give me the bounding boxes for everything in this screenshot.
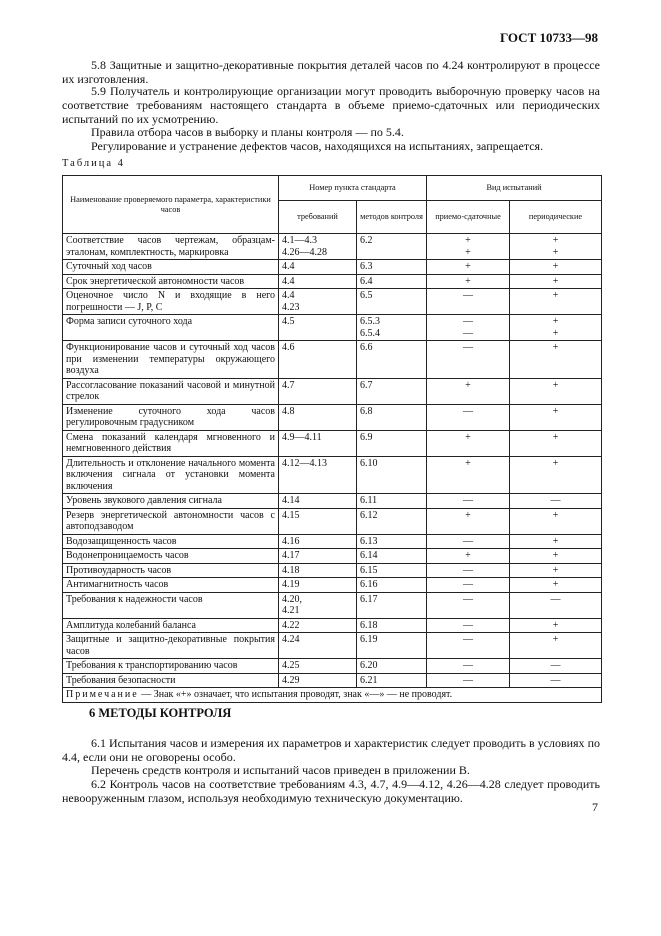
periodic-test-cell: + <box>510 508 602 534</box>
requirement-clause-cell: 4.9—4.11 <box>279 430 357 456</box>
acceptance-test-cell: — <box>427 563 510 578</box>
method-clause-cell: 6.17 <box>357 592 427 618</box>
requirement-clause-cell: 4.19 <box>279 578 357 593</box>
param-cell: Водонепроницаемость часов <box>63 549 279 564</box>
acceptance-test-cell: — <box>427 633 510 659</box>
paragraph-defect-regulation: Регулирование и устранение дефектов часов, находящихся на испытаниях, запрещается. <box>91 139 544 153</box>
section-title: 6 МЕТОДЫ КОНТРОЛЯ <box>89 706 232 720</box>
method-clause-cell: 6.5 <box>357 289 427 315</box>
table-row <box>63 404 602 430</box>
table-note <box>63 688 602 703</box>
method-clause-cell: 6.8 <box>357 404 427 430</box>
acceptance-test-cell: — <box>427 673 510 688</box>
method-clause-cell: 6.6 <box>357 341 427 379</box>
table-caption: Таблица 4 <box>62 158 125 169</box>
table-4 <box>62 175 602 703</box>
header-requirements: требований <box>279 201 357 234</box>
note-text: — Знак «+» означает, что испытания проводят, знак «—» — не проводят. <box>138 689 453 700</box>
table-row <box>63 456 602 494</box>
requirement-clause-cell: 4.25 <box>279 659 357 674</box>
paragraph-sampling-rules: Правила отбора часов в выборку и планы контроля — по 5.4. <box>91 125 404 139</box>
acceptance-test-cell: — <box>427 578 510 593</box>
param-cell: Функционирование часов и суточный ход часов при изменении температуры окружающего воздуха <box>63 341 279 379</box>
param-cell: Изменение суточного хода часов регулировочным градусником <box>63 404 279 430</box>
periodic-test-cell: — <box>510 592 602 618</box>
param-cell: Форма записи суточного хода <box>63 315 279 341</box>
acceptance-test-cell: — <box>427 341 510 379</box>
periodic-test-cell: + <box>510 549 602 564</box>
table-row <box>63 659 602 674</box>
param-cell: Водозащищенность часов <box>63 534 279 549</box>
requirement-clause-cell: 4.16 <box>279 534 357 549</box>
table-row <box>63 508 602 534</box>
requirement-clause-cell: 4.29 <box>279 673 357 688</box>
table-row <box>63 534 602 549</box>
param-cell: Уровень звукового давления сигнала <box>63 494 279 509</box>
param-cell: Защитные и защитно-декоративные покрытия часов <box>63 633 279 659</box>
acceptance-test-cell: — <box>427 659 510 674</box>
method-clause-cell: 6.9 <box>357 430 427 456</box>
paragraph-6-1: 6.1 Испытания часов и измерения их параметров и характеристик следует проводить в условиях по 4.4, если они не оговорены особо. <box>62 736 600 765</box>
method-clause-cell: 6.20 <box>357 659 427 674</box>
requirement-clause-cell: 4.20, 4.21 <box>279 592 357 618</box>
requirement-clause-cell: 4.6 <box>279 341 357 379</box>
acceptance-test-cell: — <box>427 494 510 509</box>
acceptance-test-cell: + <box>427 378 510 404</box>
method-clause-cell: 6.15 <box>357 563 427 578</box>
param-cell: Суточный ход часов <box>63 260 279 275</box>
param-cell: Требования к надежности часов <box>63 592 279 618</box>
acceptance-test-cell: + <box>427 456 510 494</box>
param-cell: Амплитуда колебаний баланса <box>63 618 279 633</box>
table-row <box>63 592 602 618</box>
periodic-test-cell: — <box>510 659 602 674</box>
paragraph-6-2: 6.2 Контроль часов на соответствие требованиям 4.3, 4.7, 4.9—4.12, 4.26—4.28 следует проводить невооруженным глазом, используя необходимую техническую документацию. <box>62 777 600 806</box>
acceptance-test-cell: — <box>427 592 510 618</box>
table-row <box>63 563 602 578</box>
param-cell: Рассогласование показаний часовой и минутной стрелок <box>63 378 279 404</box>
periodic-test-cell: + <box>510 404 602 430</box>
periodic-test-cell: + <box>510 456 602 494</box>
standard-header: ГОСТ 10733—98 <box>499 30 598 45</box>
header-acceptance: приемо-сдаточные <box>427 201 510 234</box>
acceptance-test-cell: + <box>427 260 510 275</box>
requirement-clause-cell: 4.14 <box>279 494 357 509</box>
requirement-clause-cell: 4.7 <box>279 378 357 404</box>
table-row <box>63 260 602 275</box>
method-clause-cell: 6.3 <box>357 260 427 275</box>
periodic-test-cell: + + <box>510 315 602 341</box>
paragraph-5-8: 5.8 Защитные и защитно-декоративные покрытия деталей часов по 4.24 контролируют в процессе их изготовления. <box>62 58 600 87</box>
periodic-test-cell: + + <box>510 234 602 260</box>
table-row <box>63 430 602 456</box>
acceptance-test-cell: — <box>427 404 510 430</box>
requirement-clause-cell: 4.24 <box>279 633 357 659</box>
header-periodic: периодические <box>510 201 602 234</box>
periodic-test-cell: + <box>510 563 602 578</box>
requirement-clause-cell: 4.4 <box>279 260 357 275</box>
method-clause-cell: 6.19 <box>357 633 427 659</box>
requirement-clause-cell: 4.8 <box>279 404 357 430</box>
method-clause-cell: 6.5.3 6.5.4 <box>357 315 427 341</box>
header-clause-number: Номер пункта стандарта <box>279 176 427 201</box>
method-clause-cell: 6.14 <box>357 549 427 564</box>
periodic-test-cell: + <box>510 341 602 379</box>
periodic-test-cell: + <box>510 618 602 633</box>
param-cell: Смена показаний календаря мгновенного и немгновенного действия <box>63 430 279 456</box>
table-row <box>63 289 602 315</box>
param-cell: Антимагнитность часов <box>63 578 279 593</box>
table-row <box>63 274 602 289</box>
requirement-clause-cell: 4.15 <box>279 508 357 534</box>
table-row <box>63 341 602 379</box>
method-clause-cell: 6.7 <box>357 378 427 404</box>
requirement-clause-cell: 4.5 <box>279 315 357 341</box>
table-row <box>63 378 602 404</box>
acceptance-test-cell: + <box>427 549 510 564</box>
acceptance-test-cell: — — <box>427 315 510 341</box>
method-clause-cell: 6.4 <box>357 274 427 289</box>
acceptance-test-cell: + + <box>427 234 510 260</box>
param-cell: Требования к транспортированию часов <box>63 659 279 674</box>
method-clause-cell: 6.12 <box>357 508 427 534</box>
param-cell: Противоударность часов <box>63 563 279 578</box>
table-row <box>63 578 602 593</box>
method-clause-cell: 6.13 <box>357 534 427 549</box>
acceptance-test-cell: + <box>427 430 510 456</box>
header-test-type: Вид испытаний <box>427 176 602 201</box>
param-cell: Соответствие часов чертежам, образцам-эталонам, комплектность, маркировка <box>63 234 279 260</box>
periodic-test-cell: — <box>510 494 602 509</box>
periodic-test-cell: + <box>510 289 602 315</box>
acceptance-test-cell: + <box>427 508 510 534</box>
requirement-clause-cell: 4.12—4.13 <box>279 456 357 494</box>
param-cell: Срок энергетической автономности часов <box>63 274 279 289</box>
periodic-test-cell: + <box>510 378 602 404</box>
method-clause-cell: 6.2 <box>357 234 427 260</box>
param-cell: Длительность и отклонение начального момента включения сигнала от установки момента включения <box>63 456 279 494</box>
requirement-clause-cell: 4.17 <box>279 549 357 564</box>
table-row <box>63 673 602 688</box>
periodic-test-cell: + <box>510 260 602 275</box>
header-control-methods: методов контроля <box>357 201 427 234</box>
periodic-test-cell: + <box>510 578 602 593</box>
paragraph-appendix-ref: Перечень средств контроля и испытаний часов приведен в приложении В. <box>91 763 470 777</box>
table-row <box>63 315 602 341</box>
method-clause-cell: 6.21 <box>357 673 427 688</box>
paragraph-5-9: 5.9 Получатель и контролирующие организации могут проводить выборочную проверку часов на соответствие требованиям настоящего стандарта в объеме приемо-сдаточных или периодических испытаний по их усмотрению. <box>62 84 600 127</box>
periodic-test-cell: + <box>510 534 602 549</box>
method-clause-cell: 6.18 <box>357 618 427 633</box>
requirement-clause-cell: 4.4 4.23 <box>279 289 357 315</box>
periodic-test-cell: + <box>510 274 602 289</box>
requirement-clause-cell: 4.1—4.3 4.26—4.28 <box>279 234 357 260</box>
requirement-clause-cell: 4.4 <box>279 274 357 289</box>
method-clause-cell: 6.11 <box>357 494 427 509</box>
table-row <box>63 494 602 509</box>
table-row <box>63 549 602 564</box>
header-parameter: Наименование проверяемого параметра, характеристики часов <box>63 176 279 234</box>
table-row <box>63 618 602 633</box>
method-clause-cell: 6.16 <box>357 578 427 593</box>
param-cell: Требования безопасности <box>63 673 279 688</box>
acceptance-test-cell: — <box>427 289 510 315</box>
note-label: Примечание <box>66 689 139 700</box>
method-clause-cell: 6.10 <box>357 456 427 494</box>
periodic-test-cell: — <box>510 673 602 688</box>
table-row <box>63 234 602 260</box>
table-row <box>63 633 602 659</box>
periodic-test-cell: + <box>510 430 602 456</box>
acceptance-test-cell: — <box>427 618 510 633</box>
requirement-clause-cell: 4.18 <box>279 563 357 578</box>
page-number: 7 <box>592 800 598 814</box>
acceptance-test-cell: + <box>427 274 510 289</box>
acceptance-test-cell: — <box>427 534 510 549</box>
param-cell: Резерв энергетической автономности часов с автоподзаводом <box>63 508 279 534</box>
periodic-test-cell: + <box>510 633 602 659</box>
param-cell: Оценочное число N и входящие в него погрешности — J, P, C <box>63 289 279 315</box>
requirement-clause-cell: 4.22 <box>279 618 357 633</box>
